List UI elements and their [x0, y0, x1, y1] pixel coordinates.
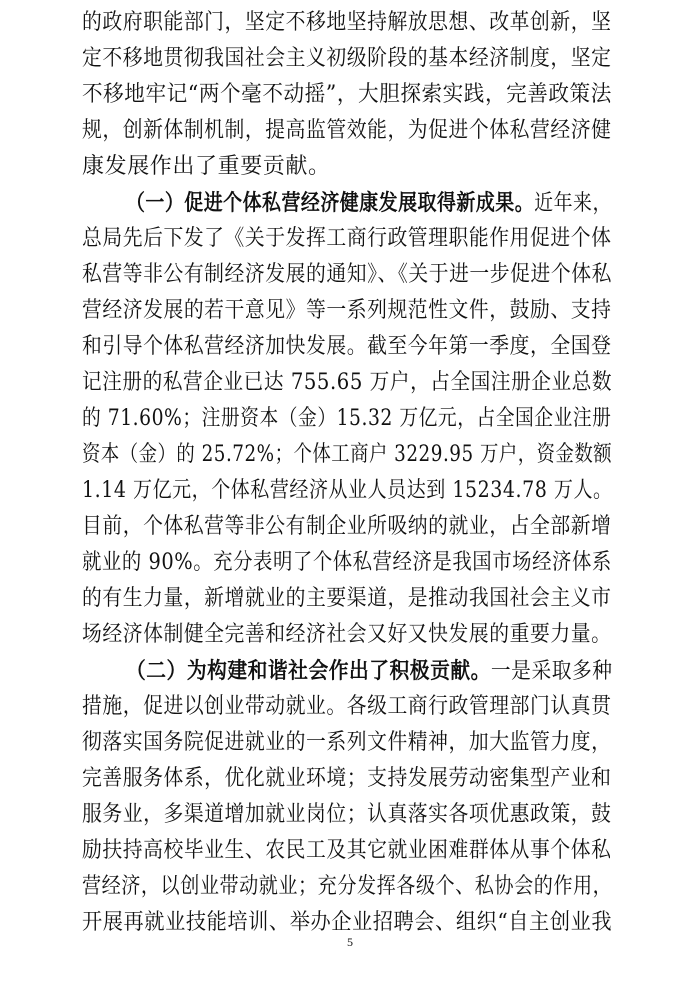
text-line: 营经济，以创业带动就业；充分发挥各级个、私协会的作用， [82, 874, 613, 899]
text-line: 的 71.60%；注册资本（金）15.32 万亿元，占全国企业注册 [82, 406, 612, 431]
section-2-first-line [126, 656, 613, 686]
text-line: 开展再就业技能培训、举办企业招聘会、组织“自主创业我 [82, 910, 613, 935]
text-line: 和引导个体私营经济加快发展。截至今年第一季度，全国登 [82, 334, 612, 359]
page-number: 5 [347, 935, 353, 949]
section-2-heading-rest: 一是采取多种 [490, 659, 613, 684]
text-line: 规，创新体制机制，提高监管效能，为促进个体私营经济健 [82, 118, 612, 143]
text-line: 就业的 90%。充分表明了个体私营经济是我国市场经济体系 [82, 550, 612, 575]
text-line: 总局先后下发了《关于发挥工商行政管理职能作用促进个体 [82, 226, 612, 251]
text-line: 的政府职能部门，坚定不移地坚持解放思想、改革创新，坚 [82, 10, 612, 35]
text-line: 完善服务体系，优化就业环境；支持发展劳动密集型产业和 [82, 766, 612, 791]
text-line: 记注册的私营企业已达 755.65 万户，占全国注册企业总数 [82, 370, 613, 395]
text-line: 服务业，多渠道增加就业岗位；认真落实各项优惠政策，鼓 [82, 802, 612, 827]
section-1-first-line [126, 188, 612, 218]
text-line: 措施，促进以创业带动就业。各级工商行政管理部门认真贯 [82, 694, 612, 719]
section-1-heading: （一）促进个体私营经济健康发展取得新成果。 [126, 190, 535, 216]
text-line: 资本（金）的 25.72%；个体工商户 3229.95 万户，资金数额 [82, 442, 613, 467]
text-line: 私营等非公有制经济发展的通知》、《关于进一步促进个体私 [82, 262, 612, 287]
text-line: 场经济体制健全完善和经济社会又好又快发展的重要力量。 [82, 622, 612, 647]
text-line: 彻落实国务院促进就业的一系列文件精神，加大监管力度， [82, 730, 612, 755]
text-line: 康发展作出了重要贡献。 [82, 154, 331, 179]
text-line: 1.14 万亿元，个体私营经济从业人员达到 15234.78 万人。 [82, 478, 613, 503]
text-line: 的有生力量，新增就业的主要渠道，是推动我国社会主义市 [82, 586, 612, 611]
text-line: 定不移地贯彻我国社会主义初级阶段的基本经济制度，坚定 [82, 46, 612, 71]
text-line: 不移地牢记“两个毫不动摇”，大胆探索实践，完善政策法 [82, 82, 612, 107]
text-line: 营经济发展的若干意见》等一系列规范性文件，鼓励、支持 [82, 298, 612, 323]
text-line: 目前，个体私营等非公有制企业所吸纳的就业，占全部新增 [82, 514, 612, 539]
section-1-heading-rest: 近年来， [534, 191, 612, 216]
section-2-heading: （二）为构建和谐社会作出了积极贡献。 [126, 658, 491, 684]
text-line: 励扶持高校毕业生、农民工及其它就业困难群体从事个体私 [82, 838, 612, 863]
